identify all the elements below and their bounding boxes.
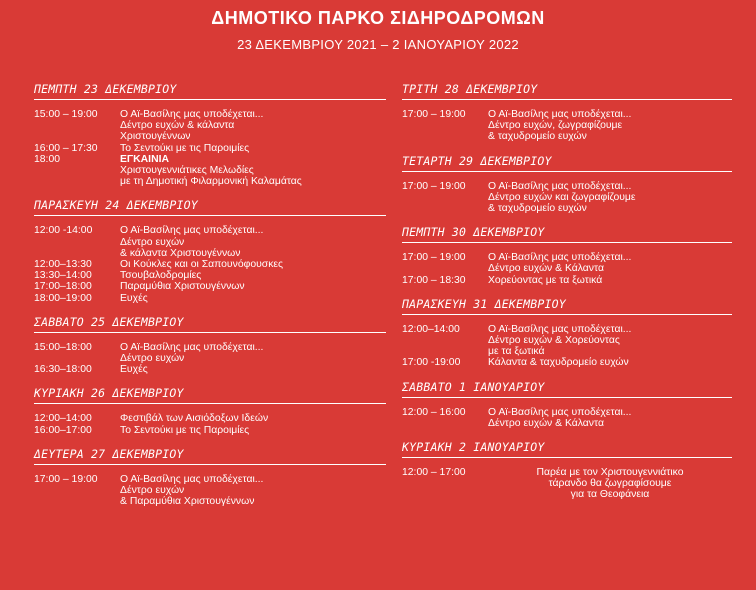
event-line: & ταχυδρομείο ευχών bbox=[488, 131, 587, 143]
event-time: 12:00 – 16:00 bbox=[402, 406, 466, 418]
event-line: τάρανδο θα ζωγραφίσουμε bbox=[548, 478, 672, 490]
event-description bbox=[488, 275, 732, 286]
event-description bbox=[488, 467, 732, 501]
event-time: 15:00 – 19:00 bbox=[34, 109, 98, 120]
event-line: Δέντρο ευχών bbox=[120, 236, 185, 248]
event-description bbox=[120, 154, 386, 188]
event-line: Δέντρο ευχών, ζωγραφίζουμε bbox=[488, 120, 623, 132]
day-heading: ΠΑΡΑΣΚΕΥΗ 24 ΔΕΚΕΜΒΡΙΟΥ bbox=[34, 198, 386, 216]
day-block bbox=[402, 225, 732, 286]
event-description bbox=[120, 270, 386, 281]
event-line: Δέντρο ευχών & Κάλαντα bbox=[488, 417, 604, 429]
event-row bbox=[402, 109, 732, 143]
event-time: 18:00–19:00 bbox=[34, 292, 92, 304]
event-line: Οι Κούκλες και οι Σαπουνόφουσκες bbox=[120, 259, 284, 271]
event-description bbox=[488, 357, 732, 368]
event-row bbox=[34, 281, 386, 292]
event-line: Ο Αϊ-Βασίλης μας υποδέχεται... bbox=[488, 109, 632, 120]
day-heading: ΣΑΒΒΑΤΟ 1 ΙΑΝΟΥΑΡΙΟΥ bbox=[402, 380, 732, 398]
date-range: 23 ΔΕΚΕΜΒΡΙΟΥ 2021 – 2 ΙΑΝΟΥΑΡΙΟΥ 2022 bbox=[237, 37, 519, 52]
event-description bbox=[120, 225, 386, 259]
day-block bbox=[402, 440, 732, 501]
day-block bbox=[34, 447, 386, 508]
event-time: 16:30–18:00 bbox=[34, 364, 92, 376]
schedule-right-column bbox=[402, 82, 732, 512]
event-row bbox=[34, 154, 386, 188]
event-time: 16:00–17:00 bbox=[34, 424, 92, 436]
event-time: 17:00 – 19:00 bbox=[34, 473, 98, 485]
event-description bbox=[488, 109, 732, 143]
event-description bbox=[120, 143, 386, 154]
event-line: Ο Αϊ-Βασίλης μας υποδέχεται... bbox=[120, 473, 264, 485]
day-heading: ΤΡΙΤΗ 28 ΔΕΚΕΜΒΡΙΟΥ bbox=[402, 82, 732, 100]
day-heading: ΔΕΥΤΕΡΑ 27 ΔΕΚΕΜΒΡΙΟΥ bbox=[34, 447, 386, 465]
day-block bbox=[402, 380, 732, 429]
event-row bbox=[34, 342, 386, 364]
day-heading: ΤΕΤΑΡΤΗ 29 ΔΕΚΕΜΒΡΙΟΥ bbox=[402, 154, 732, 172]
event-line: με τη Δημοτική Φιλαρμονική Καλαμάτας bbox=[120, 176, 302, 188]
event-line: Δέντρο ευχών & Κάλαντα bbox=[488, 263, 604, 275]
event-time: 17:00 -19:00 bbox=[402, 357, 461, 369]
day-heading: ΣΑΒΒΑΤΟ 25 ΔΕΚΕΜΒΡΙΟΥ bbox=[34, 315, 386, 333]
event-line: Ο Αϊ-Βασίλης μας υποδέχεται... bbox=[488, 406, 632, 418]
event-line: Δέντρο ευχών & Χορεύοντας bbox=[488, 335, 620, 347]
event-line: Ο Αϊ-Βασίλης μας υποδέχεται... bbox=[488, 323, 632, 335]
event-line: Δέντρο ευχών bbox=[120, 485, 185, 497]
event-line: & ταχυδρομείο ευχών bbox=[488, 203, 587, 215]
event-description bbox=[488, 181, 732, 215]
event-description bbox=[120, 109, 386, 143]
schedule-left-column bbox=[34, 82, 386, 518]
event-line: Ο Αϊ-Βασίλης μας υποδέχεται... bbox=[120, 109, 264, 120]
day-heading: ΠΕΜΠΤΗ 23 ΔΕΚΕΜΒΡΙΟΥ bbox=[34, 82, 386, 100]
event-row bbox=[402, 275, 732, 286]
event-line: Χορεύοντας με τα ξωτικά bbox=[488, 274, 603, 286]
day-block bbox=[34, 315, 386, 376]
event-time: 12:00–14:00 bbox=[34, 413, 92, 425]
event-time: 15:00–18:00 bbox=[34, 341, 92, 353]
event-row bbox=[34, 293, 386, 304]
event-row bbox=[402, 467, 732, 501]
event-line: Το Σεντούκι με τις Παροιμίες bbox=[120, 424, 250, 436]
event-description bbox=[120, 281, 386, 292]
event-row bbox=[402, 357, 732, 368]
event-row bbox=[34, 270, 386, 281]
event-line: Ο Αϊ-Βασίλης μας υποδέχεται... bbox=[488, 252, 632, 264]
day-block bbox=[34, 386, 386, 435]
event-line: Χριστουγέννων bbox=[120, 131, 191, 143]
event-line: Ο Αϊ-Βασίλης μας υποδέχεται... bbox=[120, 225, 264, 237]
event-description bbox=[120, 293, 386, 304]
day-block bbox=[402, 154, 732, 215]
event-line: Παραμύθια Χριστουγέννων bbox=[120, 281, 245, 293]
event-time: 17:00 – 19:00 bbox=[402, 180, 466, 192]
event-description bbox=[120, 259, 386, 270]
event-line: με τα ξωτικά bbox=[488, 346, 545, 358]
event-line: Ο Αϊ-Βασίλης μας υποδέχεται... bbox=[488, 180, 632, 192]
event-row bbox=[402, 252, 732, 274]
day-block bbox=[34, 82, 386, 187]
day-heading: ΚΥΡΙΑΚΗ 2 ΙΑΝΟΥΑΡΙΟΥ bbox=[402, 440, 732, 458]
event-description bbox=[120, 474, 386, 508]
day-heading: ΠΑΡΑΣΚΕΥΗ 31 ΔΕΚΕΜΒΡΙΟΥ bbox=[402, 297, 732, 315]
event-line: ΕΓΚΑΙΝΙΑ bbox=[120, 153, 169, 165]
event-description bbox=[488, 324, 732, 358]
event-time: 13:30–14:00 bbox=[34, 270, 92, 282]
event-line: για τα Θεοφάνεια bbox=[570, 489, 650, 501]
event-time: 17:00 – 19:00 bbox=[402, 252, 466, 264]
event-description bbox=[120, 413, 386, 424]
event-line: Χριστουγεννιάτικες Μελωδίες bbox=[120, 165, 254, 177]
event-row bbox=[34, 413, 386, 424]
day-block bbox=[402, 297, 732, 369]
event-description bbox=[120, 342, 386, 364]
event-time: 12:00 – 17:00 bbox=[402, 467, 466, 479]
event-description bbox=[120, 364, 386, 375]
event-description bbox=[488, 252, 732, 274]
day-heading: ΠΕΜΠΤΗ 30 ΔΕΚΕΜΒΡΙΟΥ bbox=[402, 225, 732, 243]
event-line: Δέντρο ευχών και ζωγραφίζουμε bbox=[488, 191, 636, 203]
event-line: Τσουβαλοδρομίες bbox=[120, 270, 202, 282]
event-line: Παρέα με τον Χριστουγεννιάτικο bbox=[536, 467, 684, 479]
day-block bbox=[34, 198, 386, 303]
event-description bbox=[120, 425, 386, 436]
event-time: 12:00–13:30 bbox=[34, 259, 92, 271]
event-time: 12:00–14:00 bbox=[402, 323, 460, 335]
event-time: 12:00 -14:00 bbox=[34, 225, 93, 237]
event-line: Φεστιβάλ των Αισιόδοξων Ιδεών bbox=[120, 413, 269, 425]
event-time: 17:00–18:00 bbox=[34, 281, 92, 293]
event-line: Το Σεντούκι με τις Παροιμίες bbox=[120, 142, 250, 154]
event-row bbox=[34, 259, 386, 270]
event-line: Δέντρο ευχών & κάλαντα bbox=[120, 120, 235, 132]
event-row bbox=[34, 109, 386, 143]
event-time: 16:00 – 17:30 bbox=[34, 142, 98, 154]
event-description bbox=[488, 407, 732, 429]
day-block bbox=[402, 82, 732, 143]
event-line: Δέντρο ευχών bbox=[120, 353, 185, 365]
event-line: Κάλαντα & ταχυδρομείο ευχών bbox=[488, 357, 629, 369]
event-line: Ο Αϊ-Βασίλης μας υποδέχεται... bbox=[120, 341, 264, 353]
event-row bbox=[34, 425, 386, 436]
event-time: 18:00 bbox=[34, 153, 61, 165]
event-row bbox=[34, 364, 386, 375]
event-line: Ευχές bbox=[120, 364, 148, 376]
event-line: & Παραμύθια Χριστουγέννων bbox=[120, 496, 255, 508]
event-row bbox=[402, 324, 732, 358]
event-row bbox=[34, 143, 386, 154]
event-time: 17:00 – 19:00 bbox=[402, 109, 466, 120]
page-title: ΔΗΜΟΤΙΚΟ ΠΑΡΚΟ ΣΙΔΗΡΟΔΡΟΜΩΝ bbox=[211, 8, 545, 28]
event-row bbox=[34, 225, 386, 259]
event-line: & κάλαντα Χριστουγέννων bbox=[120, 247, 241, 259]
event-row bbox=[402, 181, 732, 215]
event-row bbox=[34, 474, 386, 508]
event-row bbox=[402, 407, 732, 429]
event-time: 17:00 – 18:30 bbox=[402, 274, 466, 286]
day-heading: ΚΥΡΙΑΚΗ 26 ΔΕΚΕΜΒΡΙΟΥ bbox=[34, 386, 386, 404]
event-line: Ευχές bbox=[120, 292, 148, 304]
